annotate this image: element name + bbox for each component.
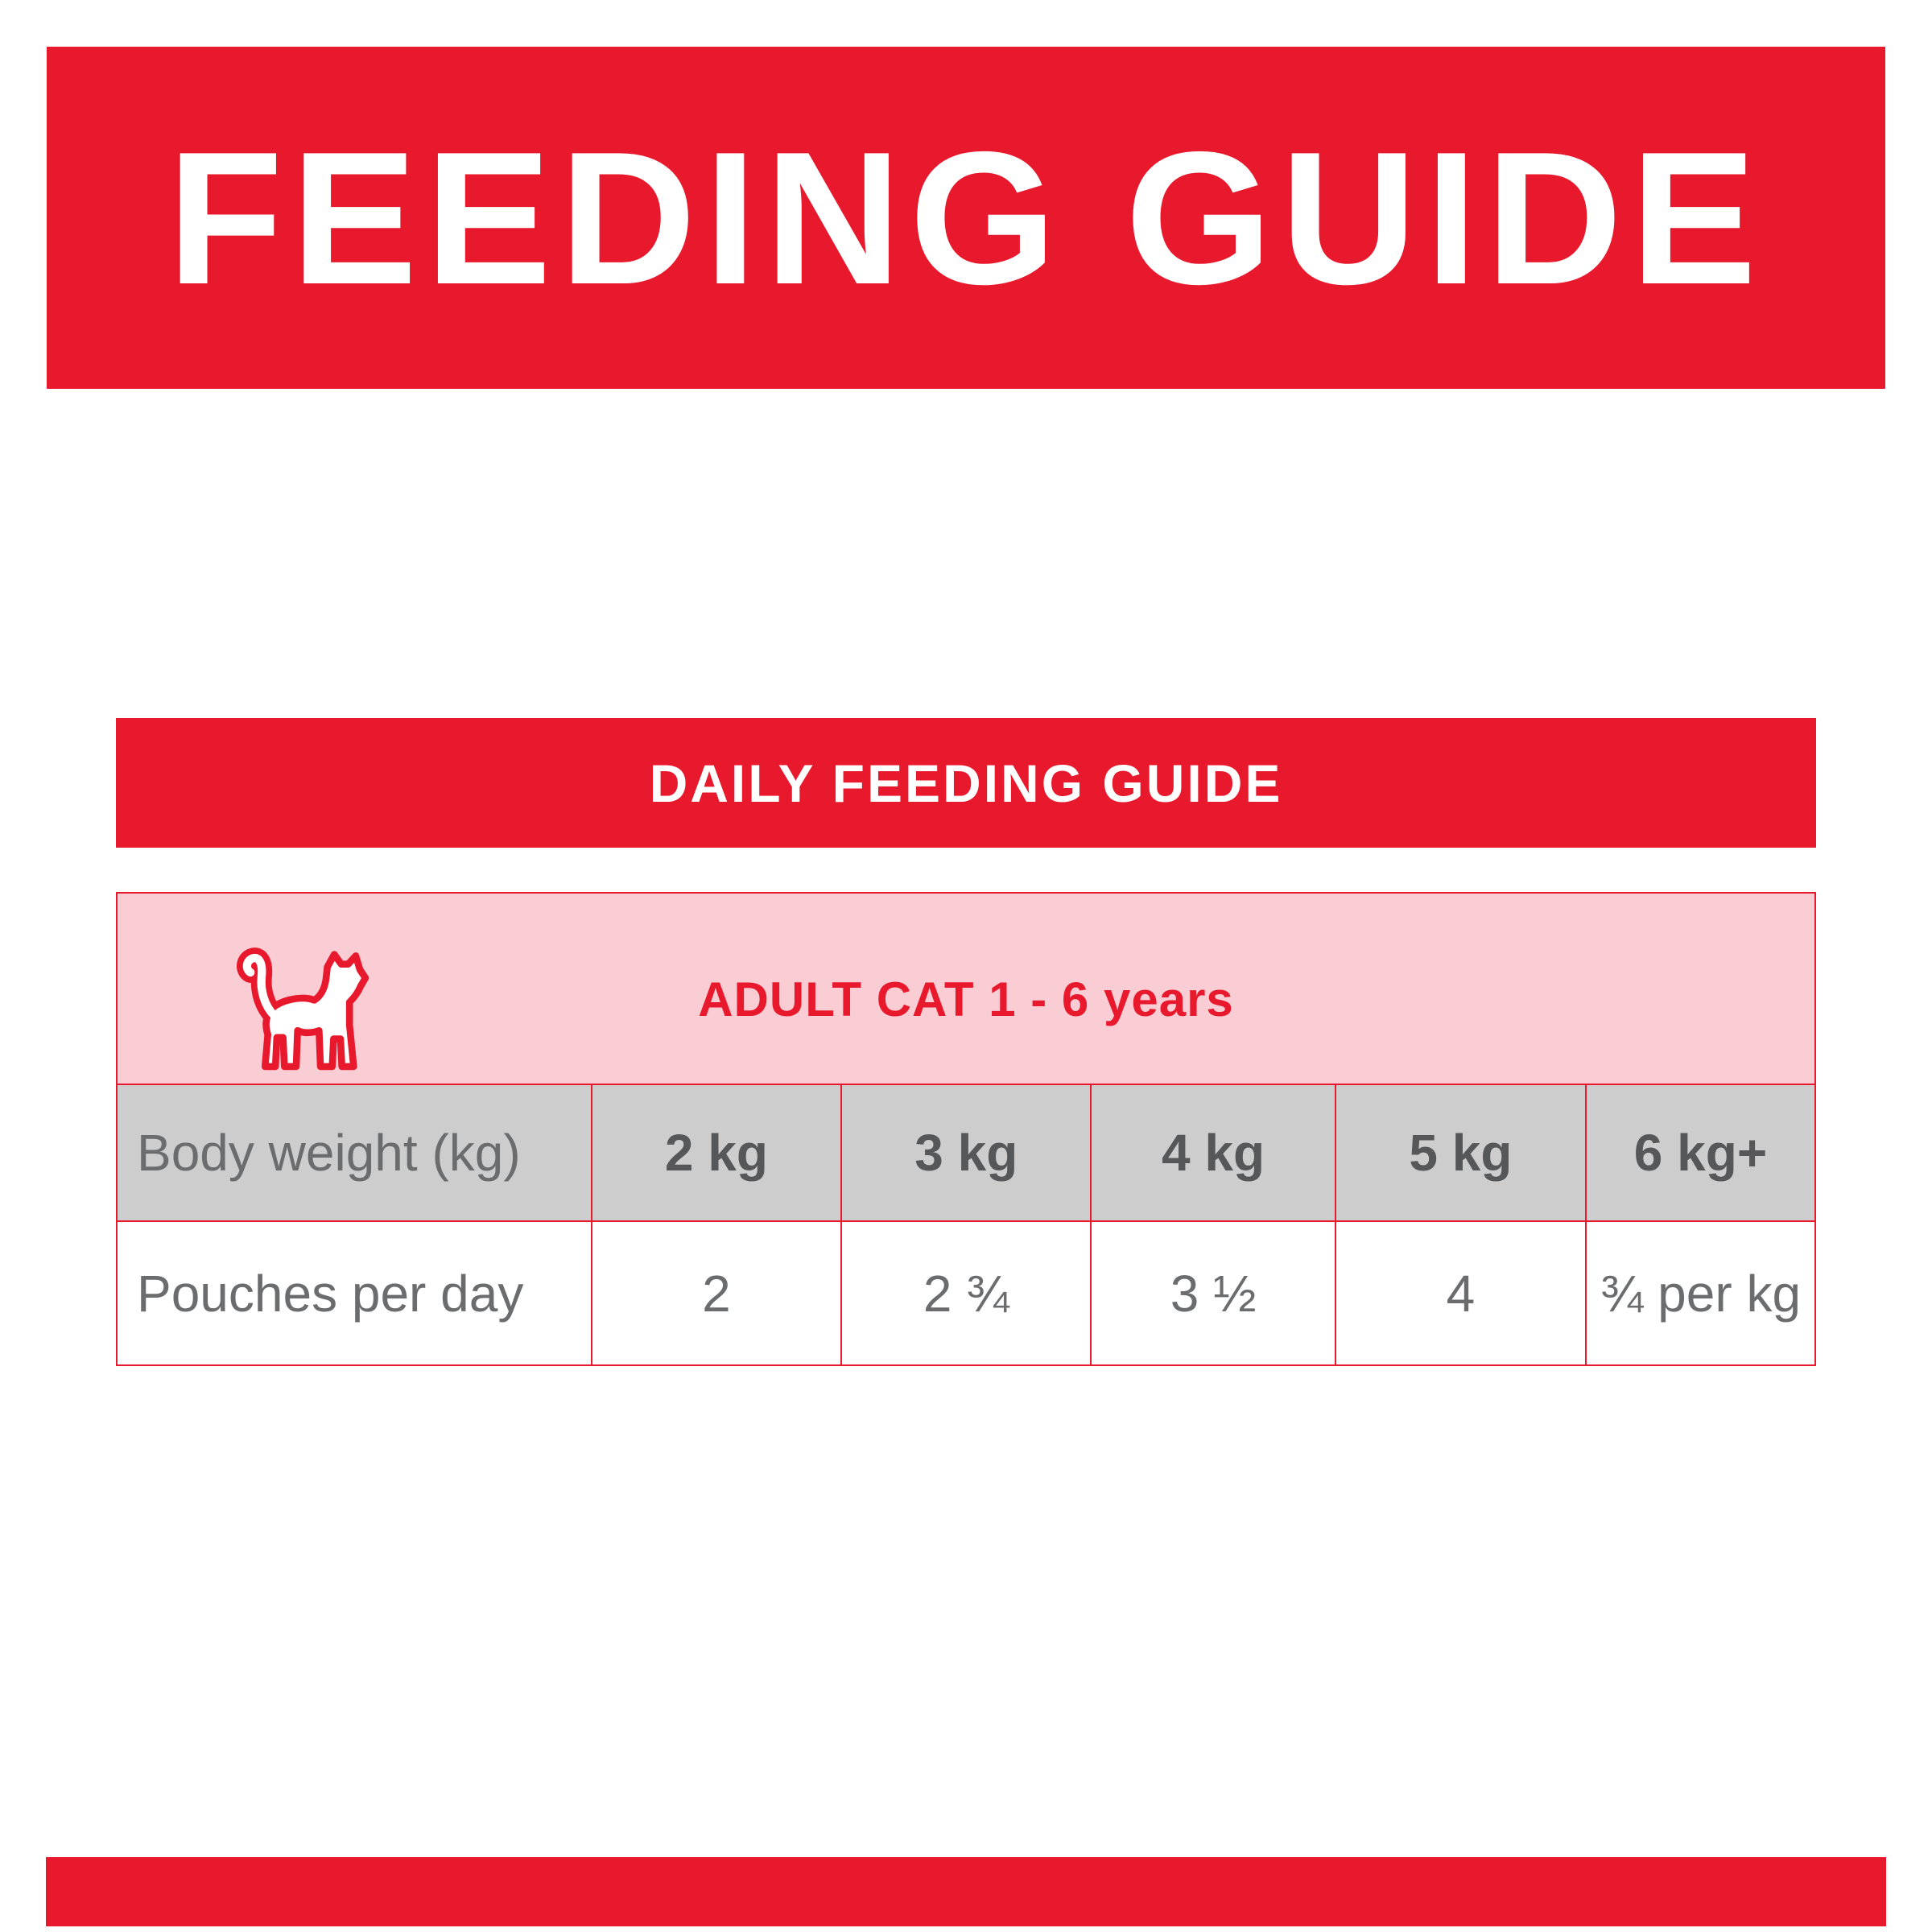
feeding-table <box>116 892 1816 1366</box>
column-header-6kg-plus: 6 kg+ <box>1633 1124 1768 1182</box>
column-header-3kg: 3 kg <box>842 1085 1092 1220</box>
cat-icon <box>237 935 375 1079</box>
column-header-2kg: 2 kg <box>592 1085 842 1220</box>
section-title: DAILY FEEDING GUIDE <box>649 753 1283 813</box>
value-3kg: 2 ¾ <box>842 1222 1092 1364</box>
value-2kg: 2 <box>592 1222 842 1364</box>
value-4kg: 3 ½ <box>1092 1222 1335 1364</box>
page-title: FEEDING GUIDE <box>167 112 1765 324</box>
table-header-row <box>118 1084 1814 1220</box>
value-5kg: 4 <box>1336 1222 1587 1364</box>
group-header-label: ADULT CAT 1 - 6 years <box>698 972 1234 1026</box>
table-group-header-row <box>118 894 1814 1084</box>
column-header-4kg: 4 kg <box>1092 1085 1335 1220</box>
row-label-pouches-per-day: Pouches per day <box>118 1222 592 1364</box>
footer-accent-bar <box>46 1857 1886 1926</box>
section-banner <box>116 718 1816 848</box>
table-data-row <box>118 1220 1814 1364</box>
header-banner <box>47 47 1885 389</box>
column-header-5kg: 5 kg <box>1336 1085 1587 1220</box>
value-6kg-plus: ¾ per kg <box>1600 1264 1802 1323</box>
column-header-body-weight: Body weight (kg) <box>118 1085 592 1220</box>
